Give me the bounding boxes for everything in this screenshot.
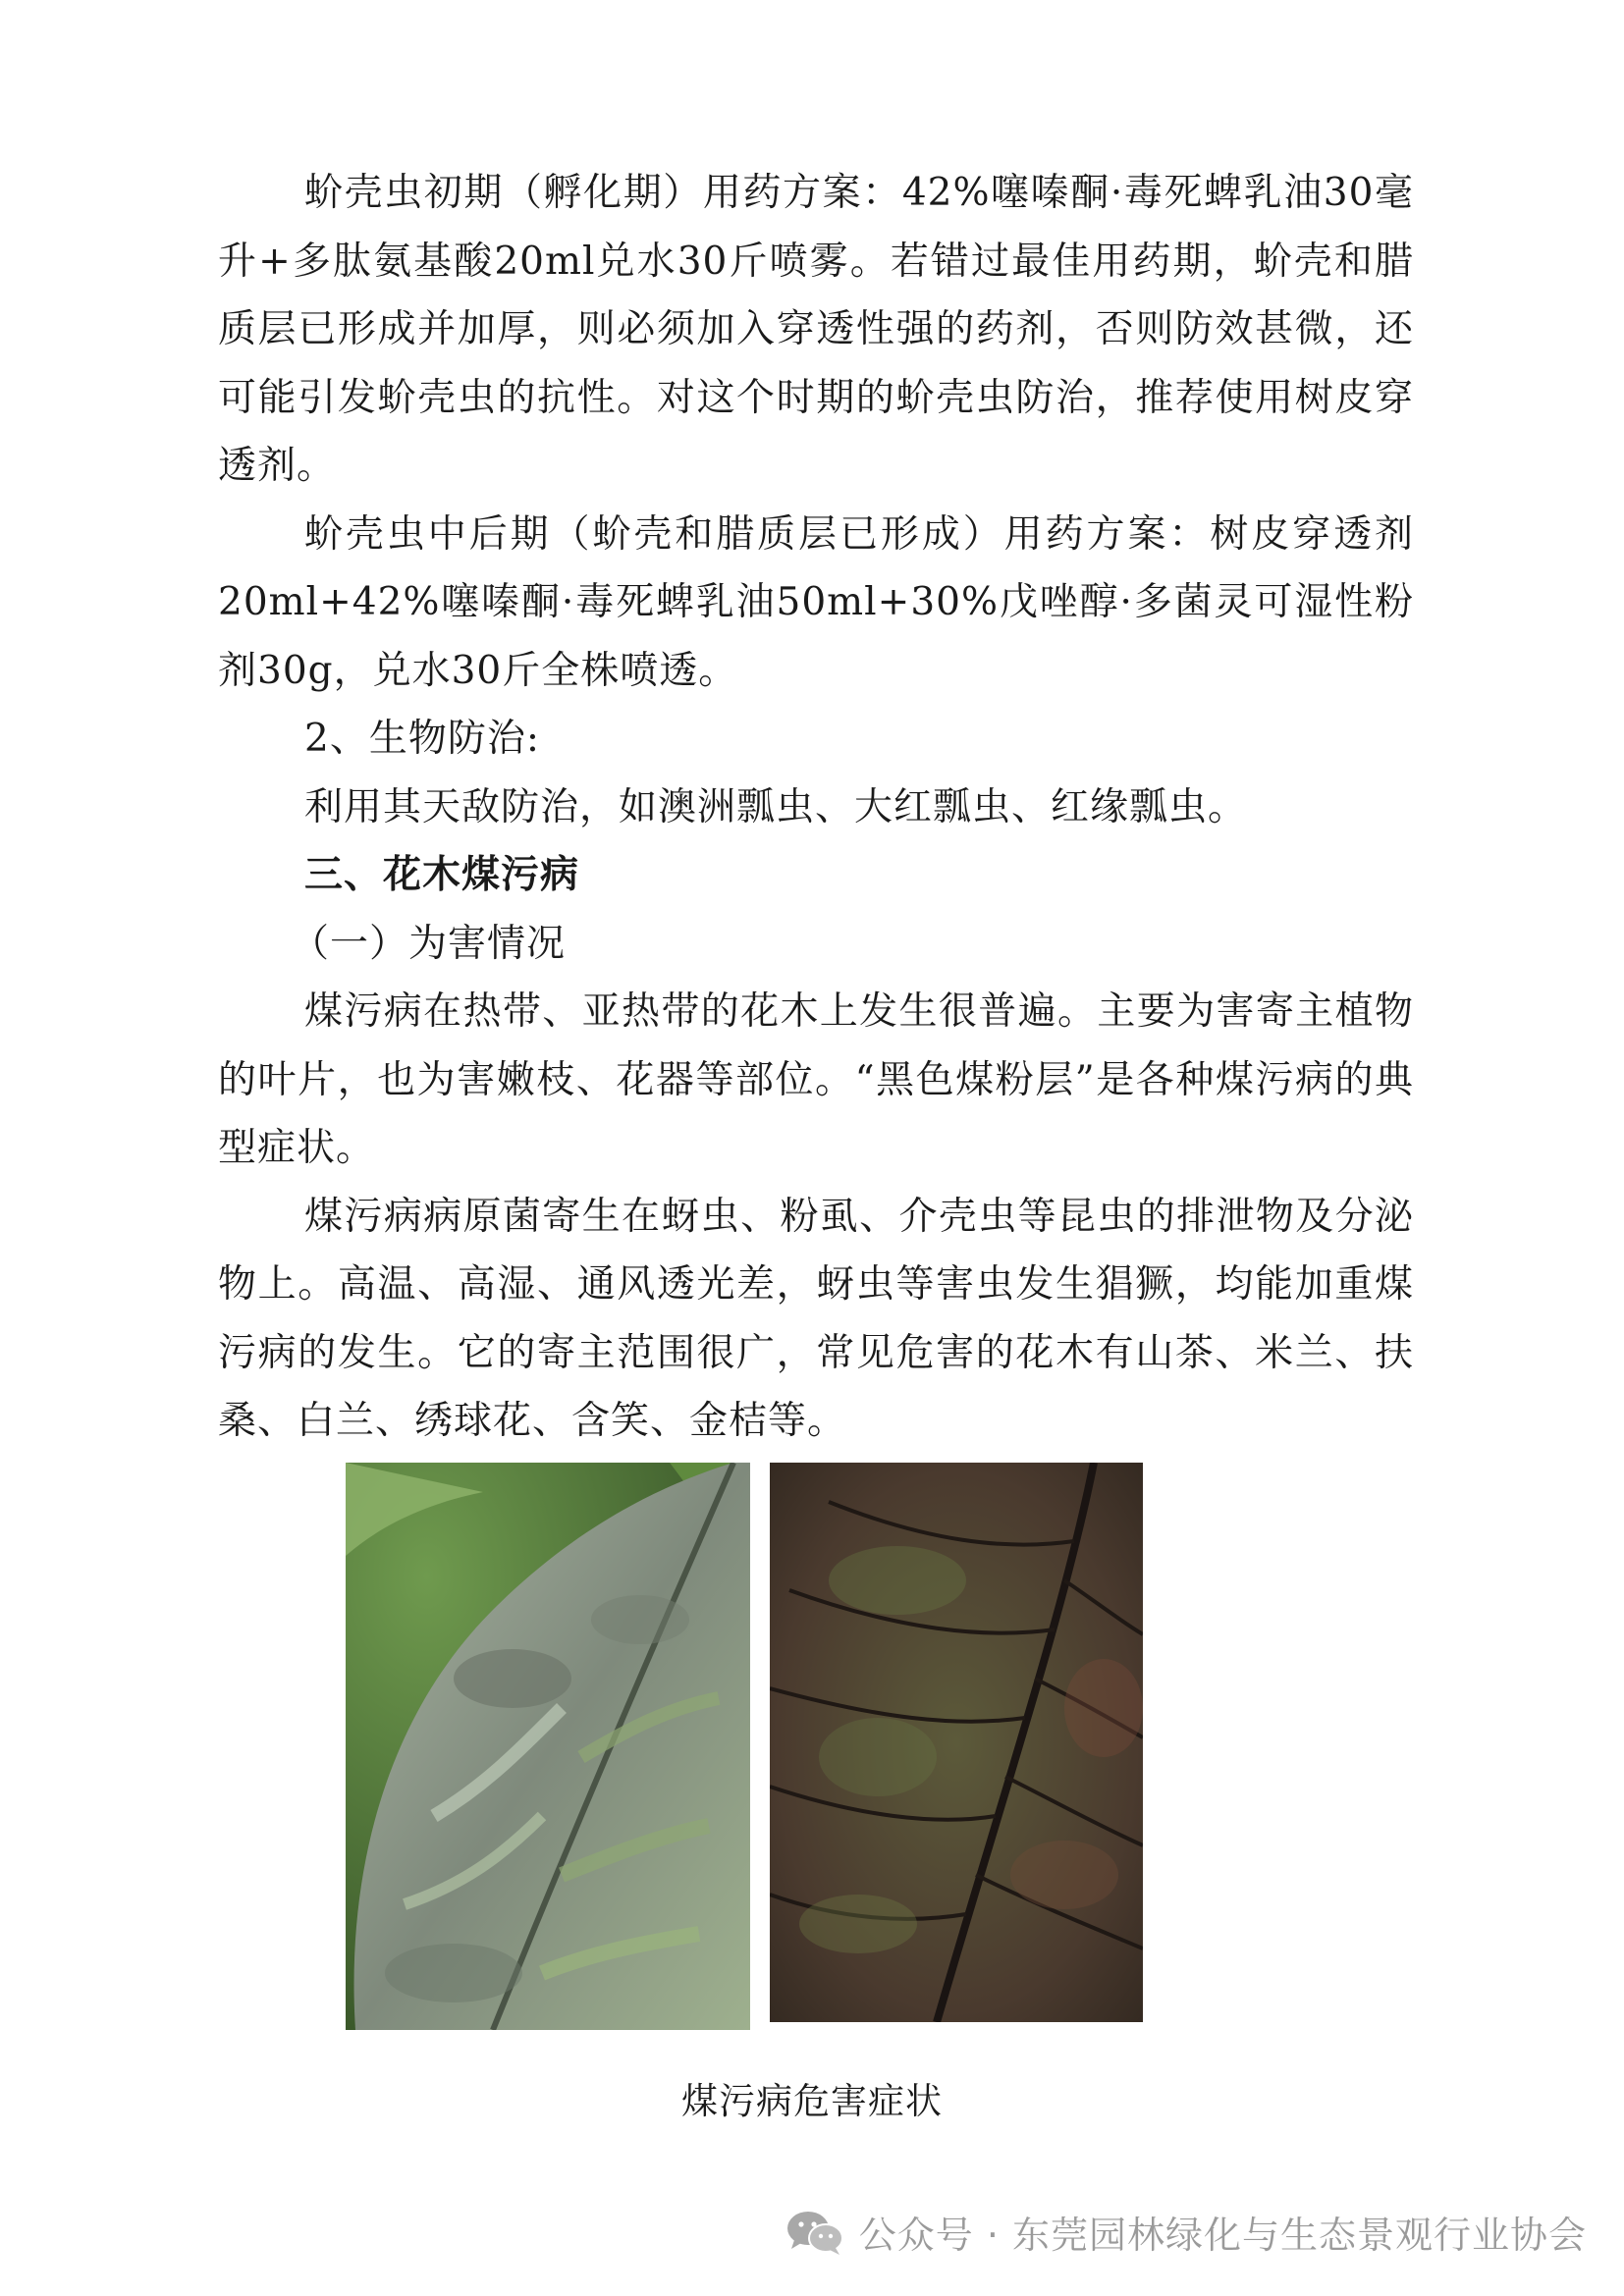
section-heading-sooty-mold: 三、花木煤污病: [304, 853, 580, 897]
figure-caption: 煤污病危害症状: [681, 2080, 943, 2122]
watermark-text: 公众号 · 东莞园林绿化与生态景观行业协会: [858, 2214, 1587, 2257]
paragraph-early-treatment: 蚧壳虫初期（孵化期）用药方案：42%噻嗪酮·毒死蜱乳油30毫升+多肽氨基酸20ml兑水30斤喷雾。若错过最佳用药期，蚧壳和腊质层已形成并加厚，则必须加入穿透性强的药剂，否则防效甚微，还可能引发蚧壳虫的抗性。对这个时期的蚧壳虫防治，推荐使用树皮穿透剂。: [218, 171, 1414, 488]
paragraph-late-treatment: 蚧壳虫中后期（蚧壳和腊质层已形成）用药方案：树皮穿透剂20ml+42%噻嗪酮·毒死蜱乳油50ml+30%戊唑醇·多菌灵可湿性粉剂30g，兑水30斤全株喷透。: [218, 511, 1414, 693]
wechat-icon: [785, 2208, 845, 2257]
body-text: [218, 159, 1414, 1456]
subheading-bio-control: 2、生物防治:: [304, 717, 540, 761]
figure-photos: [0, 1463, 1624, 2032]
paragraph-natural-enemies: 利用其天敌防治，如澳洲瓢虫、大红瓢虫、红缘瓢虫。: [304, 784, 1248, 829]
subheading-damage: （一）为害情况: [291, 921, 567, 966]
paragraph-sooty-overview: 煤污病在热带、亚热带的花木上发生很普遍。主要为害寄主植物的叶片，也为害嫩枝、花器等部位。“黑色煤粉层”是各种煤污病的典型症状。: [218, 989, 1414, 1170]
paragraph-sooty-cause: 煤污病病原菌寄生在蚜虫、粉虱、介壳虫等昆虫的排泄物及分泌物上。高温、高湿、通风透光差，蚜虫等害虫发生猖獗，均能加重煤污病的发生。它的寄主范围很广，常见危害的花木有山茶、米兰、扶桑、白兰、绣球花、含笑、金桔等。: [218, 1194, 1414, 1443]
watermark: [785, 2205, 1587, 2259]
leaf-photo-left: [346, 1463, 750, 2030]
leaf-photo-right: [770, 1463, 1143, 2022]
